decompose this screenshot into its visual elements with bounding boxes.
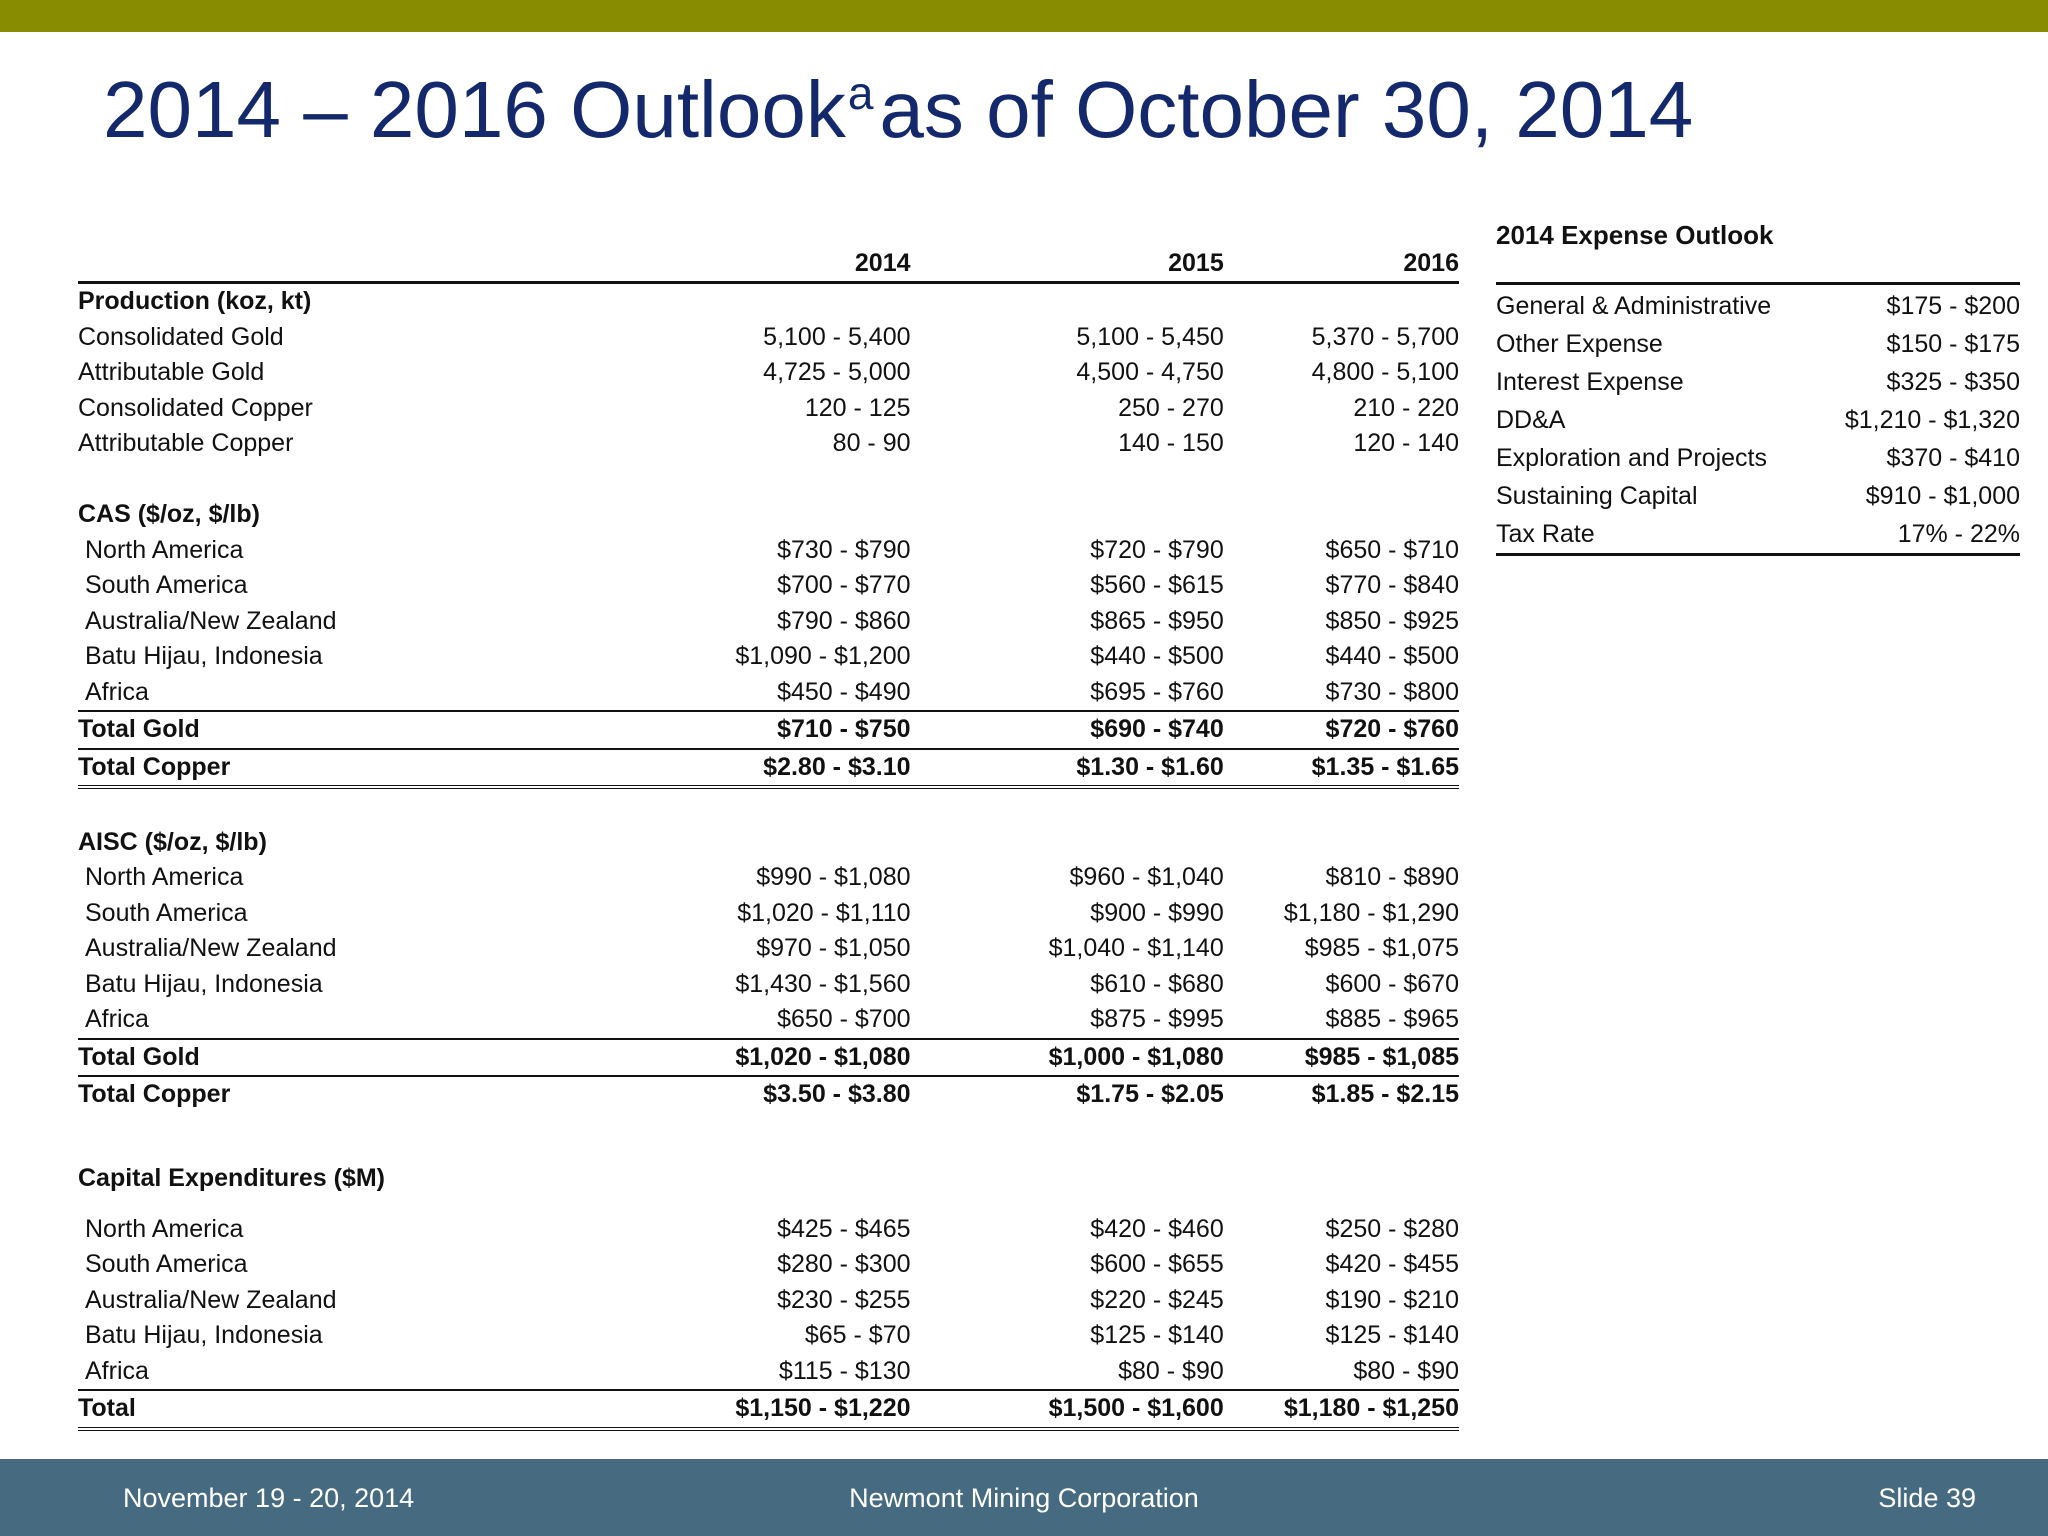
section-header-row <box>78 825 1459 861</box>
table-row <box>78 931 1459 967</box>
row-value: $420 - $455 <box>1325 1250 1459 1279</box>
section-header: CAS ($/oz, $/lb) <box>78 500 260 529</box>
row-value: $560 - $615 <box>1090 571 1224 600</box>
section-header: AISC ($/oz, $/lb) <box>78 827 267 856</box>
section-header-row <box>78 1161 1459 1212</box>
row-label: Total Copper <box>78 1076 582 1113</box>
row-value: 5,100 - 5,450 <box>1076 322 1224 351</box>
row-label: Attributable Gold <box>78 358 265 387</box>
expense-row <box>1496 284 2020 326</box>
row-value: $1,000 - $1,080 <box>911 1039 1224 1077</box>
row-value: $1.30 - $1.60 <box>911 749 1224 788</box>
expense-label: Sustaining Capital <box>1496 481 1698 510</box>
row-value: $1.85 - $2.15 <box>1224 1076 1459 1113</box>
empty-cell <box>1224 497 1459 533</box>
row-value: $960 - $1,040 <box>1069 863 1224 892</box>
row-label: Australia/New Zealand <box>85 934 337 963</box>
row-value: $730 - $800 <box>1325 677 1459 706</box>
row-label: Total <box>78 1390 582 1429</box>
expense-value: $150 - $175 <box>1886 329 2020 358</box>
empty-cell <box>911 1161 1224 1212</box>
empty-cell <box>911 1113 1224 1161</box>
row-label: Batu Hijau, Indonesia <box>85 642 323 671</box>
footer-bar <box>0 1459 2048 1536</box>
expense-value: $370 - $410 <box>1886 443 2020 472</box>
row-value: $1.75 - $2.05 <box>911 1076 1224 1113</box>
spacer-row <box>78 787 1459 825</box>
row-value: $125 - $140 <box>1090 1321 1224 1350</box>
row-value: $700 - $770 <box>777 571 911 600</box>
row-value: $600 - $670 <box>1325 969 1459 998</box>
row-value: $3.50 - $3.80 <box>582 1076 910 1113</box>
row-label: Australia/New Zealand <box>85 606 337 635</box>
table-row <box>78 320 1459 356</box>
row-value: 4,500 - 4,750 <box>1076 358 1224 387</box>
year-header-2014: 2014 <box>582 246 910 283</box>
row-value: $1,180 - $1,290 <box>1283 898 1459 927</box>
row-label: Africa <box>85 1356 149 1385</box>
expense-outlook-title: 2014 Expense Outlook <box>1496 220 1774 250</box>
empty-cell <box>78 462 582 498</box>
empty-cell <box>911 825 1224 861</box>
empty-cell <box>78 1113 582 1161</box>
row-value: $885 - $965 <box>1325 1005 1459 1034</box>
expense-value: $325 - $350 <box>1886 367 2020 396</box>
row-value: $420 - $460 <box>1090 1214 1224 1243</box>
row-label: Africa <box>85 1005 149 1034</box>
row-value: $600 - $655 <box>1090 1250 1224 1279</box>
header-label-cell <box>78 246 582 283</box>
year-header-2015: 2015 <box>911 246 1224 283</box>
table-row <box>78 604 1459 640</box>
expense-label: Interest Expense <box>1496 367 1684 396</box>
table-row <box>78 639 1459 675</box>
row-value: $810 - $890 <box>1325 863 1459 892</box>
expense-label: Exploration and Projects <box>1496 443 1767 472</box>
title-footnote-marker: a <box>847 67 874 119</box>
row-value: $80 - $90 <box>1118 1356 1224 1385</box>
table-row <box>78 1354 1459 1391</box>
row-value: $80 - $90 <box>1353 1356 1459 1385</box>
row-value: 5,100 - 5,400 <box>763 322 911 351</box>
table-row <box>78 1212 1459 1248</box>
row-label: North America <box>85 1214 244 1243</box>
empty-cell <box>911 283 1224 320</box>
table-row <box>78 675 1459 712</box>
row-value: $1,090 - $1,200 <box>735 642 911 671</box>
row-value: 4,800 - 5,100 <box>1311 358 1459 387</box>
expense-label: Other Expense <box>1496 329 1663 358</box>
outlook-table <box>78 246 1459 1431</box>
expense-label: General & Administrative <box>1496 291 1772 320</box>
row-value: $1,040 - $1,140 <box>1048 934 1224 963</box>
row-value: $1,020 - $1,110 <box>737 898 911 927</box>
row-value: $115 - $130 <box>778 1356 911 1385</box>
row-value: 210 - 220 <box>1353 393 1459 422</box>
total-copper-row <box>78 749 1459 788</box>
section-header-row <box>78 497 1459 533</box>
row-value: $790 - $860 <box>777 606 911 635</box>
expense-row <box>1496 325 2020 363</box>
row-label: Batu Hijau, Indonesia <box>85 969 323 998</box>
row-value: $1,430 - $1,560 <box>735 969 911 998</box>
empty-cell <box>582 497 910 533</box>
row-value: $440 - $500 <box>1325 642 1459 671</box>
row-value: $1,180 - $1,250 <box>1224 1390 1459 1429</box>
row-value: $610 - $680 <box>1090 969 1224 998</box>
expense-label: Tax Rate <box>1496 519 1595 548</box>
row-value: $1,150 - $1,220 <box>582 1390 910 1429</box>
expense-value: $1,210 - $1,320 <box>1844 405 2020 434</box>
row-value: $440 - $500 <box>1090 642 1224 671</box>
row-label: Africa <box>85 677 149 706</box>
row-value: $710 - $750 <box>582 711 910 749</box>
row-value: $125 - $140 <box>1325 1321 1459 1350</box>
expense-value: $175 - $200 <box>1886 291 2020 320</box>
row-label: Total Gold <box>78 1039 582 1077</box>
row-value: 140 - 150 <box>1118 429 1224 458</box>
empty-cell <box>1224 462 1459 498</box>
table-row <box>78 1002 1459 1039</box>
row-value: $690 - $740 <box>911 711 1224 749</box>
row-label: Consolidated Gold <box>78 322 284 351</box>
empty-cell <box>1224 1113 1459 1161</box>
row-value: $650 - $700 <box>777 1005 911 1034</box>
table-row <box>78 426 1459 462</box>
expense-outlook-table <box>1496 282 2020 556</box>
table-row <box>78 896 1459 932</box>
row-value: $970 - $1,050 <box>756 934 911 963</box>
row-value: 4,725 - 5,000 <box>763 358 911 387</box>
row-value: $1,500 - $1,600 <box>911 1390 1224 1429</box>
row-value: $230 - $255 <box>777 1285 911 1314</box>
spacer-row <box>78 462 1459 498</box>
row-value: $220 - $245 <box>1090 1285 1224 1314</box>
row-label: Batu Hijau, Indonesia <box>85 1321 323 1350</box>
row-label: Total Gold <box>78 711 582 749</box>
row-value: $425 - $465 <box>777 1214 911 1243</box>
row-value: $2.80 - $3.10 <box>582 749 910 788</box>
empty-cell <box>582 1113 910 1161</box>
row-value: $650 - $710 <box>1325 535 1459 564</box>
title-main: 2014 – 2016 Outlook <box>103 65 846 154</box>
empty-cell <box>911 462 1224 498</box>
row-value: $865 - $950 <box>1090 606 1224 635</box>
row-value: $190 - $210 <box>1325 1285 1459 1314</box>
expense-row <box>1496 477 2020 515</box>
row-label: Consolidated Copper <box>78 393 313 422</box>
row-label: South America <box>85 898 248 927</box>
table-header-row <box>78 246 1459 283</box>
row-value: 250 - 270 <box>1118 393 1224 422</box>
footer-slide-number: Slide 39 <box>1878 1483 1976 1513</box>
expense-row <box>1496 401 2020 439</box>
section-header: Production (koz, kt) <box>78 287 312 316</box>
empty-cell <box>582 462 910 498</box>
empty-cell <box>1224 1161 1459 1212</box>
row-value: $770 - $840 <box>1325 571 1459 600</box>
slide-title <box>103 62 1693 158</box>
spacer-row <box>78 1113 1459 1161</box>
empty-cell <box>911 787 1224 825</box>
row-value: $695 - $760 <box>1090 677 1224 706</box>
row-value: $1.35 - $1.65 <box>1224 749 1459 788</box>
title-suffix: as of October 30, 2014 <box>879 65 1694 154</box>
row-value: $720 - $790 <box>1090 535 1224 564</box>
empty-cell <box>582 283 910 320</box>
row-label: Total Copper <box>78 749 582 788</box>
expense-row <box>1496 515 2020 555</box>
row-value: $1,020 - $1,080 <box>582 1039 910 1077</box>
row-value: $280 - $300 <box>777 1250 911 1279</box>
row-value: $65 - $70 <box>804 1321 911 1350</box>
table-row <box>78 568 1459 604</box>
empty-cell <box>1224 283 1459 320</box>
expense-row <box>1496 439 2020 477</box>
row-value: 5,370 - 5,700 <box>1311 322 1459 351</box>
row-value: $875 - $995 <box>1090 1005 1224 1034</box>
row-value: $250 - $280 <box>1325 1214 1459 1243</box>
table-row <box>78 1247 1459 1283</box>
empty-cell <box>1224 787 1459 825</box>
table-row <box>78 860 1459 896</box>
row-value: $900 - $990 <box>1090 898 1224 927</box>
expense-row <box>1496 363 2020 401</box>
table-row <box>78 1283 1459 1319</box>
empty-cell <box>582 1161 910 1212</box>
year-header-2016: 2016 <box>1224 246 1459 283</box>
row-value: $450 - $490 <box>777 677 911 706</box>
row-value: 120 - 125 <box>804 393 911 422</box>
empty-cell <box>911 497 1224 533</box>
row-value: 120 - 140 <box>1353 429 1459 458</box>
section-header-row <box>78 283 1459 320</box>
table-row <box>78 967 1459 1003</box>
total-gold-row <box>78 1039 1459 1077</box>
row-value: $985 - $1,085 <box>1224 1039 1459 1077</box>
section-header: Capital Expenditures ($M) <box>78 1163 385 1192</box>
row-label: Australia/New Zealand <box>85 1285 337 1314</box>
table-row <box>78 1318 1459 1354</box>
row-label: South America <box>85 571 248 600</box>
row-value: 80 - 90 <box>832 429 911 458</box>
row-label: Attributable Copper <box>78 429 294 458</box>
table-row <box>78 391 1459 427</box>
empty-cell <box>582 787 910 825</box>
table-row <box>78 355 1459 391</box>
row-value: $730 - $790 <box>777 535 911 564</box>
expense-label: DD&A <box>1496 405 1566 434</box>
row-value: $720 - $760 <box>1224 711 1459 749</box>
empty-cell <box>582 825 910 861</box>
row-label: North America <box>85 863 244 892</box>
table-row <box>78 533 1459 569</box>
expense-outlook-panel <box>1496 218 2020 556</box>
expense-value: $910 - $1,000 <box>1865 481 2020 510</box>
expense-value: 17% - 22% <box>1897 519 2020 548</box>
total-gold-row <box>78 711 1459 749</box>
row-value: $985 - $1,075 <box>1304 934 1459 963</box>
footer-date: November 19 - 20, 2014 <box>123 1483 415 1513</box>
row-label: North America <box>85 535 244 564</box>
row-value: $990 - $1,080 <box>756 863 911 892</box>
row-label: South America <box>85 1250 248 1279</box>
top-accent-bar <box>0 0 2048 32</box>
row-value: $850 - $925 <box>1325 606 1459 635</box>
empty-cell <box>78 787 582 825</box>
empty-cell <box>1224 825 1459 861</box>
total-row <box>78 1390 1459 1429</box>
total-copper-row <box>78 1076 1459 1113</box>
footer-company: Newmont Mining Corporation <box>849 1483 1199 1513</box>
